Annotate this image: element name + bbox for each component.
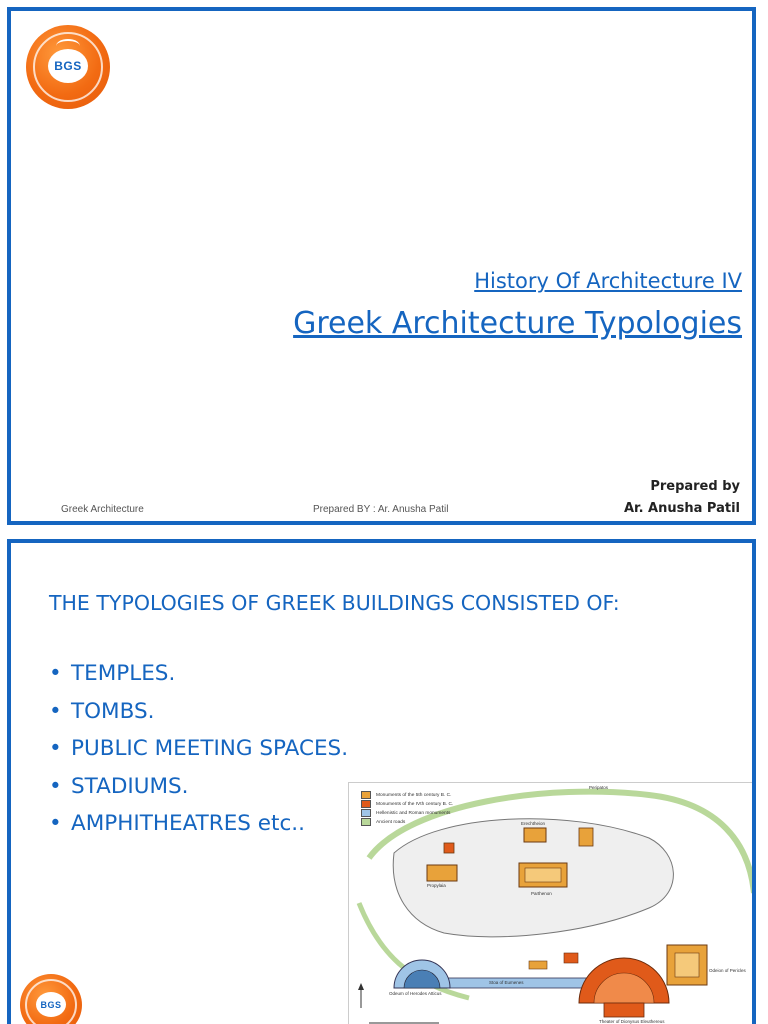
list-item: • TEMPLES. — [49, 661, 176, 686]
map-label-peripatos: Peripatos — [589, 785, 609, 790]
map-label-erechtheion: Erechtheion — [521, 821, 546, 826]
list-item: • STADIUMS. — [49, 773, 189, 799]
typology-list — [49, 661, 348, 849]
map-label-stoa-eumenes: Stoa of Eumenes — [489, 980, 524, 985]
title-slide — [7, 7, 756, 525]
bullet-icon: • — [49, 698, 62, 724]
legend-item: Hellenistic and Roman monuments — [361, 809, 450, 817]
map-label-propylaia: Propylaia — [427, 883, 446, 888]
map-label-odeion-pericles: Odeion of Pericles — [709, 968, 746, 973]
list-item: • PUBLIC MEETING SPACES. — [49, 736, 349, 761]
map-label-theatre-dionysus: Theater of Dionysus Eleuthereus — [599, 1019, 665, 1024]
footer-topic: Greek Architecture — [61, 504, 144, 515]
bullet-icon: • — [49, 661, 62, 686]
bullet-icon: • — [49, 811, 62, 836]
bgs-logo-icon — [26, 25, 110, 109]
footer-prepared-by: Prepared BY : Ar. Anusha Patil — [313, 504, 449, 515]
prepared-by-label: Prepared by — [650, 479, 740, 494]
acropolis-plan-figure — [348, 782, 756, 1024]
legend-item: Monuments of the IVth century B. C. — [361, 800, 453, 808]
list-item: • AMPHITHEATRES etc.. — [49, 811, 305, 836]
bullet-icon: • — [49, 773, 62, 799]
slide-heading: THE TYPOLOGIES OF GREEK BUILDINGS CONSISTED OF: — [49, 591, 620, 615]
bgs-logo-icon — [20, 974, 82, 1024]
map-label-parthenon: Parthenon — [531, 891, 552, 896]
legend-item: Monuments of the 5th century B. C. — [361, 791, 451, 799]
typologies-slide — [7, 539, 756, 1024]
acropolis-plan-drawing — [349, 783, 756, 1024]
legend-item: Ancient roads — [361, 818, 405, 826]
map-label-odeion-herodes: Odeum of Herodes Atticus — [389, 991, 442, 996]
presenter-name: Ar. Anusha Patil — [623, 501, 740, 516]
presentation-title: Greek Architecture Typologies — [293, 306, 742, 341]
list-item: • TOMBS. — [49, 698, 155, 724]
logo-text: BGS — [40, 999, 62, 1010]
logo-text: BGS — [54, 59, 82, 73]
bullet-icon: • — [49, 736, 62, 761]
course-subtitle: History Of Architecture IV — [474, 269, 742, 293]
